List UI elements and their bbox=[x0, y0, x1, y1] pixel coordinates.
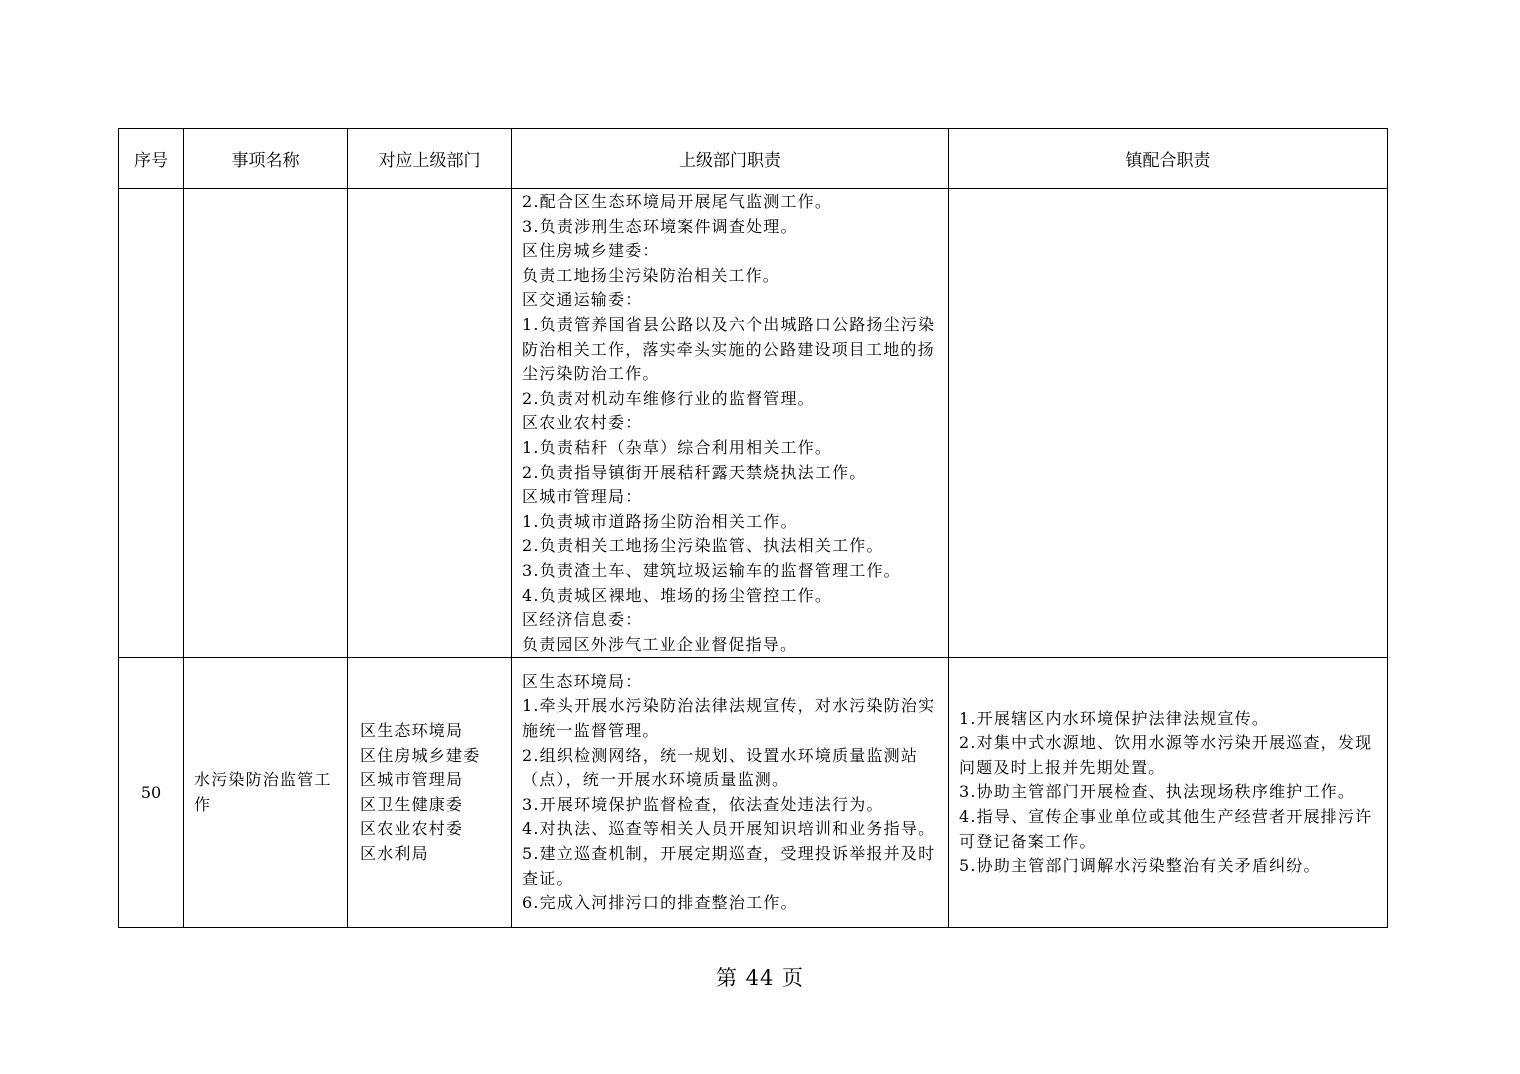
header-upper-duty: 上级部门职责 bbox=[512, 129, 949, 189]
header-seq: 序号 bbox=[119, 129, 184, 189]
cell-town-duty bbox=[949, 189, 1388, 658]
cell-town-duty: 1.开展辖区内水环境保护法律法规宣传。 2.对集中式水源地、饮用水源等水污染开展巡查，发现问题及时上报并先期处置。 3.协助主管部门开展检查、执法现场秩序维护工作。 4.指导、宣传企事业单位或其他生产经营者开展排污许可登记备案工作。 5.协助主管部门调解水污染整治有关矛盾纠纷。 bbox=[949, 658, 1388, 928]
cell-upper-department: 区生态环境局 区住房城乡建委 区城市管理局 区卫生健康委 区农业农村委 区水利局 bbox=[348, 658, 512, 928]
table-row bbox=[119, 658, 1388, 928]
page-number: 第 44 页 bbox=[715, 966, 805, 990]
table-header-row bbox=[119, 129, 1388, 189]
cell-upper-duty: 2.配合区生态环境局开展尾气监测工作。 3.负责涉刑生态环境案件调查处理。 区住房城乡建委： 负责工地扬尘污染防治相关工作。 区交通运输委： 1.负责管养国省县公路以及六个出城路口公路扬尘污染防治相关工作，落实牵头实施的公路建设项目工地的扬尘污染防治工作。 2.负责对机动车维修行业的监督管理。 区农业农村委： 1.负责秸秆（杂草）综合利用相关工作。 2.负责指导镇街开展秸秆露天禁烧执法工作。 区城市管理局： 1.负责城市道路扬尘防治相关工作。 2.负责相关工地扬尘污染监管、执法相关工作。 3.负责渣土车、建筑垃圾运输车的监督管理工作。 4.负责城区裸地、堆场的扬尘管控工作。 区经济信息委： 负责园区外涉气工业企业督促指导。 bbox=[512, 189, 949, 658]
cell-item-name: 水污染防治监管工作 bbox=[184, 658, 348, 928]
cell-upper-department bbox=[348, 189, 512, 658]
cell-seq: 50 bbox=[119, 658, 184, 928]
cell-item-name bbox=[184, 189, 348, 658]
header-upper-department: 对应上级部门 bbox=[348, 129, 512, 189]
table-row bbox=[119, 189, 1388, 658]
cell-seq bbox=[119, 189, 184, 658]
duty-table bbox=[118, 128, 1388, 928]
header-town-duty: 镇配合职责 bbox=[949, 129, 1388, 189]
header-item-name: 事项名称 bbox=[184, 129, 348, 189]
cell-upper-duty: 区生态环境局： 1.牵头开展水污染防治法律法规宣传，对水污染防治实施统一监督管理。 2.组织检测网络，统一规划、设置水环境质量监测站（点），统一开展水环境质量监测。 3.开展环境保护监督检查，依法查处违法行为。 4.对执法、巡查等相关人员开展知识培训和业务指导。 5.建立巡查机制，开展定期巡查，受理投诉举报并及时查证。 6.完成入河排污口的排查整治工作。 bbox=[512, 658, 949, 928]
